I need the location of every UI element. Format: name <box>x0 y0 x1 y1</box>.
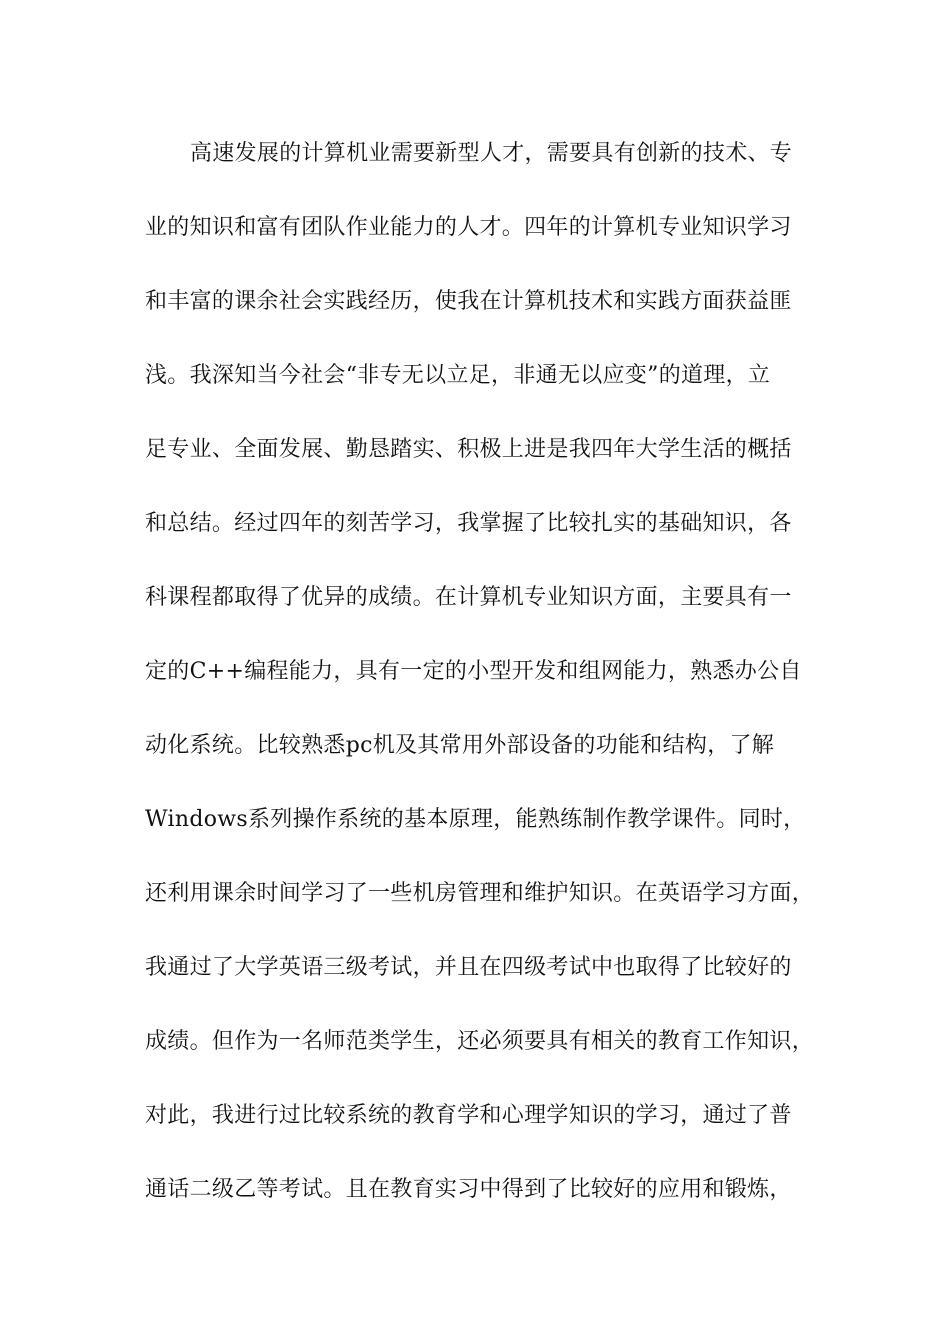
paragraph-line-15: 通话二级乙等考试。且在教育实习中得到了比较好的应用和锻炼， <box>145 1177 792 1202</box>
paragraph-line-14: 对此，我进行过比较系统的教育学和心理学知识的学习，通过了普 <box>145 1103 792 1128</box>
paragraph-line-5: 足专业、全面发展、勤恳踏实、积极上进是我四年大学生活的概括 <box>145 437 792 462</box>
paragraph-line-3: 和丰富的课余社会实践经历，使我在计算机技术和实践方面获益匪 <box>145 289 792 314</box>
paragraph-line-10: Windows系列操作系统的基本原理，能熟练制作教学课件。同时， <box>145 807 806 832</box>
paragraph-line-12: 我通过了大学英语三级考试，并且在四级考试中也取得了比较好的 <box>145 955 792 980</box>
paragraph-line-7: 科课程都取得了优异的成绩。在计算机专业知识方面，主要具有一 <box>145 585 792 610</box>
paragraph-line-6: 和总结。经过四年的刻苦学习，我掌握了比较扎实的基础知识，各 <box>145 511 792 536</box>
paragraph-line-11: 还利用课余时间学习了一些机房管理和维护知识。在英语学习方面， <box>145 881 815 906</box>
paragraph-line-8: 定的C++编程能力，具有一定的小型开发和组网能力，熟悉办公自 <box>145 659 802 684</box>
paragraph-line-2: 业的知识和富有团队作业能力的人才。四年的计算机专业知识学习 <box>145 215 792 240</box>
paragraph-line-4: 浅。我深知当今社会“非专无以立足，非通无以应变”的道理，立 <box>145 363 771 388</box>
paragraph-line-1: 高速发展的计算机业需要新型人才，需要具有创新的技术、专 <box>190 141 793 166</box>
paragraph-line-9: 动化系统。比较熟悉pc机及其常用外部设备的功能和结构，了解 <box>145 733 775 758</box>
paragraph-line-13: 成绩。但作为一名师范类学生，还必须要具有相关的教育工作知识， <box>145 1029 815 1054</box>
